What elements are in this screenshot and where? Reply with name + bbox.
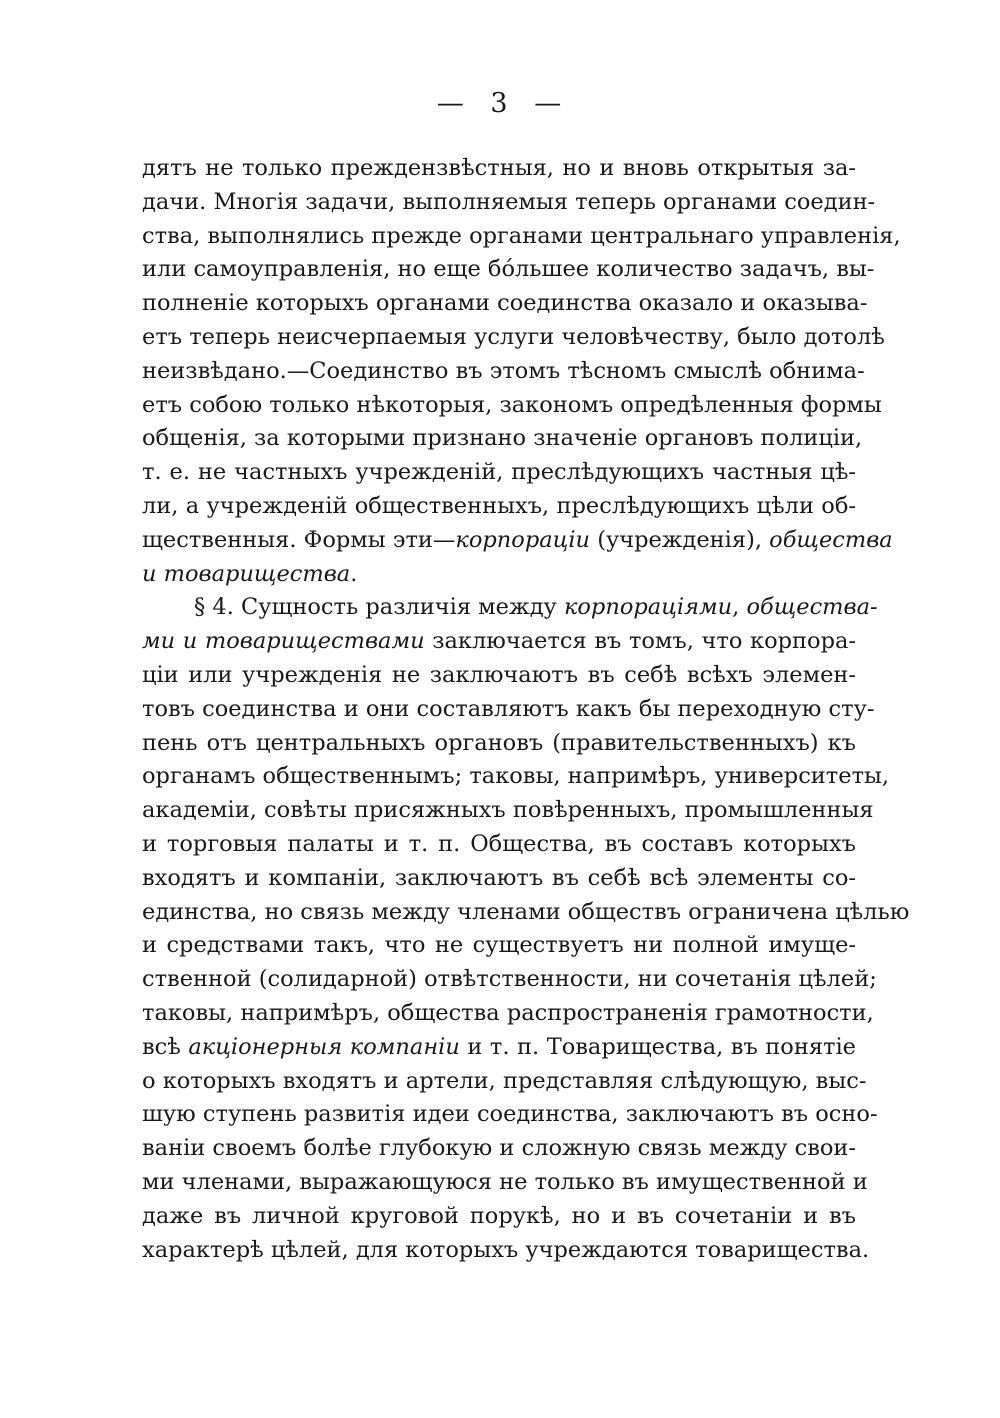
text-segment: дятъ не только преждензвѣстныя, но и вновь открытыя за- (142, 155, 856, 181)
page-number-dash-left: — (436, 88, 466, 119)
text-line (142, 422, 863, 456)
text-segment: всѣ (142, 1033, 189, 1060)
text-line (142, 929, 856, 963)
text-segment: характерѣ цѣлей, для которыхъ учреждаются товарищества. (142, 1236, 870, 1263)
text-line (142, 1031, 856, 1065)
text-line (142, 558, 856, 592)
text-segment: (учрежденія), (590, 526, 770, 553)
text-segment: таковы, напримѣръ, общества распространенія грамотности, (142, 999, 874, 1026)
text-line (142, 963, 877, 997)
text-line (142, 625, 856, 659)
text-segment: ми членами, выражающуюся не только въ имущественной и (142, 1168, 868, 1195)
text-line (142, 760, 890, 794)
text-segment: и т. п. Товарищества, въ понятіе (459, 1033, 856, 1060)
italic-segment: корпораціи (455, 526, 591, 553)
text-line (142, 490, 856, 524)
text-segment: ственной (солидарной) отвѣтственности, ни сочетанія цѣлей; (142, 966, 877, 993)
text-line (142, 727, 856, 761)
text-segment: етъ теперь неисчерпаемыя услуги человѣчеству, было дотолѣ (142, 323, 885, 350)
text-line (142, 1200, 856, 1234)
text-line (142, 1098, 878, 1132)
text-segment: шую ступень развитія идеи соединства, заключаютъ въ осно- (142, 1101, 878, 1128)
text-line (142, 862, 856, 896)
text-line (142, 287, 868, 321)
text-segment: т. е. не частныхъ учрежденій, преслѣдующихъ частныя цѣ- (142, 459, 856, 486)
text-segment: ства, выполнялись прежде органами центральнаго управленія, (142, 222, 901, 249)
text-segment: ли, а учрежденій общественныхъ, преслѣдующихъ цѣли об- (142, 492, 856, 519)
text-line (142, 1234, 870, 1268)
text-segment: и средствами такъ, что не существуетъ ни полной имуще- (142, 932, 856, 959)
italic-segment: и товарищества (142, 560, 351, 587)
text-line (142, 456, 856, 490)
text-line (142, 152, 856, 186)
text-line (142, 321, 885, 355)
italic-segment: общества- (746, 594, 878, 621)
text-segment: , (732, 594, 747, 621)
text-segment: общенія, за которыми признано значеніе органовъ полиціи, (142, 425, 863, 452)
text-line (142, 253, 875, 287)
page-number-header (0, 88, 1000, 119)
text-segment: товъ соединства и они составляютъ какъ бы переходную сту- (142, 695, 875, 722)
text-segment: полненіе которыхъ органами соединства оказало и оказыва- (142, 290, 868, 317)
text-segment: входятъ и компаніи, заключаютъ въ себѣ всѣ элементы со- (142, 864, 856, 891)
text-segment: ціи или учрежденія не заключаютъ въ себѣ всѣхъ элемен- (142, 661, 856, 688)
page-number-dash-right: — (534, 88, 564, 119)
italic-segment: общества (769, 526, 893, 553)
body-text (142, 152, 910, 1267)
text-segment: и торговыя палаты и т. п. Общества, въ составъ которыхъ (142, 830, 856, 857)
text-line (142, 186, 876, 220)
text-segment: или самоуправленія, но еще бóльшее количество задачъ, вы- (142, 256, 875, 283)
text-segment: дачи. Многія задачи, выполняемыя теперь органами соедин- (142, 188, 876, 215)
text-line (142, 659, 856, 693)
text-line (142, 1065, 867, 1099)
text-line (142, 794, 874, 828)
text-segment: даже въ личной круговой порукѣ, но и въ сочетаніи и въ (142, 1202, 856, 1229)
page-number: 3 (490, 88, 510, 119)
text-line (142, 997, 874, 1031)
italic-segment: корпораціями (563, 594, 733, 621)
text-line (142, 828, 856, 862)
text-line (142, 524, 893, 558)
text-line (142, 591, 878, 625)
italic-segment: ми и товариществами (142, 628, 425, 655)
text-segment: о которыхъ входятъ и артели, представляя слѣдующую, выс- (142, 1067, 867, 1094)
italic-segment: акціонерныя компаніи (188, 1033, 460, 1060)
text-segment: пень отъ центральныхъ органовъ (правительственныхъ) къ (142, 729, 856, 756)
text-line (142, 389, 882, 423)
text-line (142, 1132, 856, 1166)
text-line (142, 693, 875, 727)
text-line (142, 1166, 868, 1200)
text-segment: ваніи своемъ болѣе глубокую и сложную связь между свои- (142, 1135, 856, 1162)
text-segment: академіи, совѣты присяжныхъ повѣренныхъ, промышленныя (142, 797, 874, 824)
text-segment: неизвѣдано.—Соединство въ этомъ тѣсномъ смыслѣ обнима- (142, 357, 865, 384)
text-segment: единства, но связь между членами обществъ ограничена цѣлью (142, 898, 910, 925)
text-segment: заключается въ томъ, что корпора- (424, 628, 856, 655)
text-line (142, 220, 901, 254)
text-segment: § 4. Сущность различія между (194, 594, 564, 621)
text-segment: органамъ общественнымъ; таковы, напримѣръ, университеты, (142, 763, 890, 790)
text-segment: щественныя. Формы эти— (142, 526, 456, 553)
text-line (142, 896, 910, 930)
text-segment: . (350, 560, 358, 587)
text-line (142, 355, 865, 389)
text-segment: етъ собою только нѣкоторыя, закономъ опредѣленныя формы (142, 391, 882, 418)
